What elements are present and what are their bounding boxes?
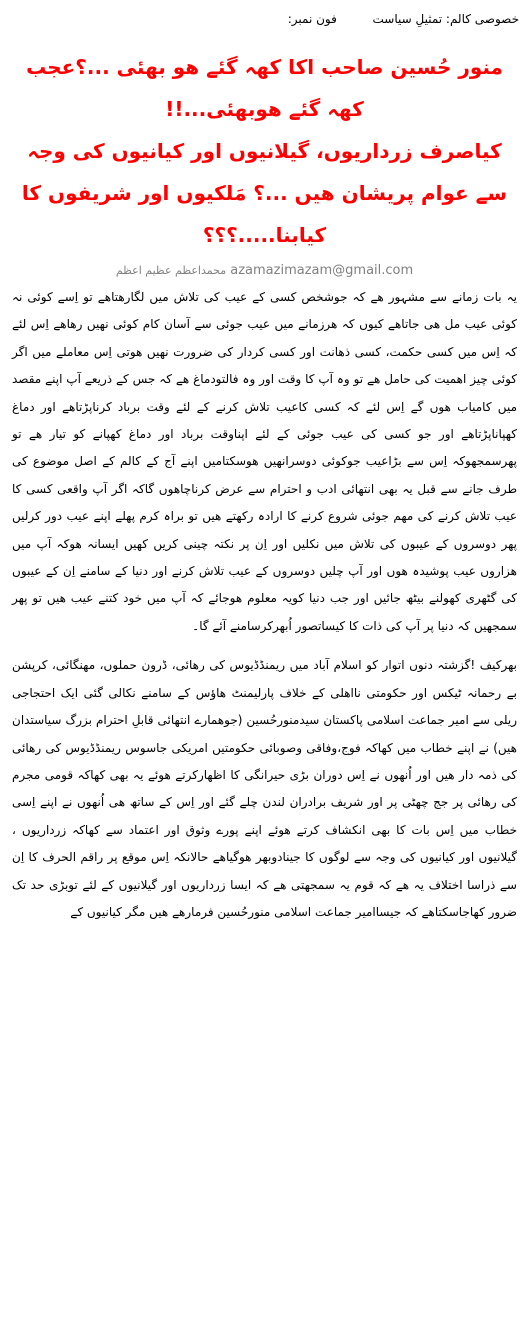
column-label: خصوصی کالم: تمثیلِ سیاست: [372, 12, 519, 26]
headline-part-1: منور حُسین صاحب اکا کھہ گئے ھو بھئی ...؟عجب کھہ گئے ھوبھئی...!!: [26, 55, 503, 121]
author-email: azamazimazam@gmail.com: [230, 263, 414, 278]
phone-label: فون نمبر:: [287, 12, 337, 26]
headline-part-2: کیاصرف زرداریوں، گیلانیوں اور کیانیوں کی وجہ سے عوام پریشان ھیں ...؟ مَلکیوں اور شریفوں کا کیابنا.....؟؟؟: [21, 139, 508, 247]
article-body: [10, 284, 519, 926]
column-meta: [10, 10, 519, 32]
article-paragraph-2: بھرکیف !گزشتہ دنوں اتوار کو اسلام آباد میں ریمنڈڈیوس کی رھائی، ڈرون حملوں، مھنگائی، کرپشن بے رحمانہ ٹیکس اور حکومتی نااھلی کے خلاف پارلیمنٹ ھاؤس کے سامنے نکالی گئی ایک احتجاجی ریلی سے امیر جماعت اسلامی پاکستان سیدمنورحُسین (جوھمارے انتھائی قابلِ احترام بزرگ سیاستدان ھیں) نے اپنے خطاب میں کھاکہ فوج،وفاقی وصوبائی حکومتیں امریکی جاسوس ریمنڈڈیوس کی رھائی کی ذمہ دار ھیں اور اُنھوں نے اِس دوران بڑی حیرانگی کا اظھارکرتے ھوئے یہ بھی کھاکہ قومی مجرم کی رھائی پر جج چھٹی پر اور شریف برادران لندن چلے گئے اور اِس کے ساتھ ھی اُنھوں نے اپنے اِسی خطاب میں اِس بات کا بھی انکشاف کرتے ھوئے اپنے پورے وثوق اور اعتماد سے کھاکہ زرداریوں ، گیلانیوں اور کیانیوں کی وجہ سے لوگوں کا جینادوبھر ھوگیاھے حالانکہ اِس موقع پر راقم الحرف کا اِن سے ذراسا اختلاف یہ ھے کہ قوم یہ سمجھتی ھے کہ ایسا زرداریوں اور گیلانیوں کے لئے توبڑی حد تک ضرور کھاجاسکتاھے کہ جیساامیر جماعت اسلامی منورحُسین فرمارھے ھیں مگر کیانیوں کے: [12, 658, 517, 919]
article-paragraph-1: یہ بات زمانے سے مشہور ھے کہ جوشخص کسی کے عیب کی تلاش میں لگارھتاھے تو اِسے کوئی نہ کوئی عیب مل ھی جاتاھے کیوں کہ ھرزمانے میں عیب جوئی سے آسان کام کوئی نھیں رھاھے اِس لئے کہ اِس میں کسی حکمت، کسی ذھانت اور کسی کردار کی ضرورت نھیں ھوتی اِس معاملے میں اگر کوئی چیز اھمیت کی حامل ھے تو وہ آپ کا وقت اور وہ فالتودماغ ھے کہ جس کے ذریعے آپ اپنے مقصد میں کامیاب ھوں گے اِس لئے کہ کسی کاعیب تلاش کرنے کے لئے وقت برباد کرناپڑتاھے اور دماغ کھپاناپڑتاھے اور جو کسی کی عیب جوئی کے لئے اپناوقت برباد اور دماغ کھپانے کو تیار ھے تو پھرسمجھوکہ اِس سے بڑاعیب جوکوئی دوسرانھیں ھوسکتامیں اپنے آج کے کالم کے اصل موضوع کی طرف جانے سے قبل یہ بھی انتھائی ادب و احترام سے عرض کرناچاھوں گاکہ اگر آپ واقعی کسی کا عیب تلاش کرنے کی مھم جوئی شروع کرنے کا ارادہ رکھتے ھیں تو براہ کرم پھلے اپنے عیب دور کرلیں پھر دوسروں کے عیبوں کی تلاش میں نکلیں اور اِن پر نکتہ چینی کریں کھیں ایسانہ ھوکہ آپ میں ھزاروں عیب پوشیدہ ھوں اور آپ چلیں دوسروں کے عیب تلاش کرنے اور دنیا کے سامنے اِن کے عیبوں کی گٹھری کھولنے بیٹھ جائیں اور جب دنیا کویہ معلوم ھوجائے کہ آپ میں خود کتنے عیب ھیں تو پھر سمجھیں کہ دنیا پر آپ کی ذات کا کیساتصور اُبھرکرسامنے آئے گا۔: [12, 290, 517, 633]
author-line: [10, 260, 519, 284]
article-headline: [12, 46, 517, 256]
author-name: محمداعظم عظیم اعظم: [115, 264, 227, 277]
